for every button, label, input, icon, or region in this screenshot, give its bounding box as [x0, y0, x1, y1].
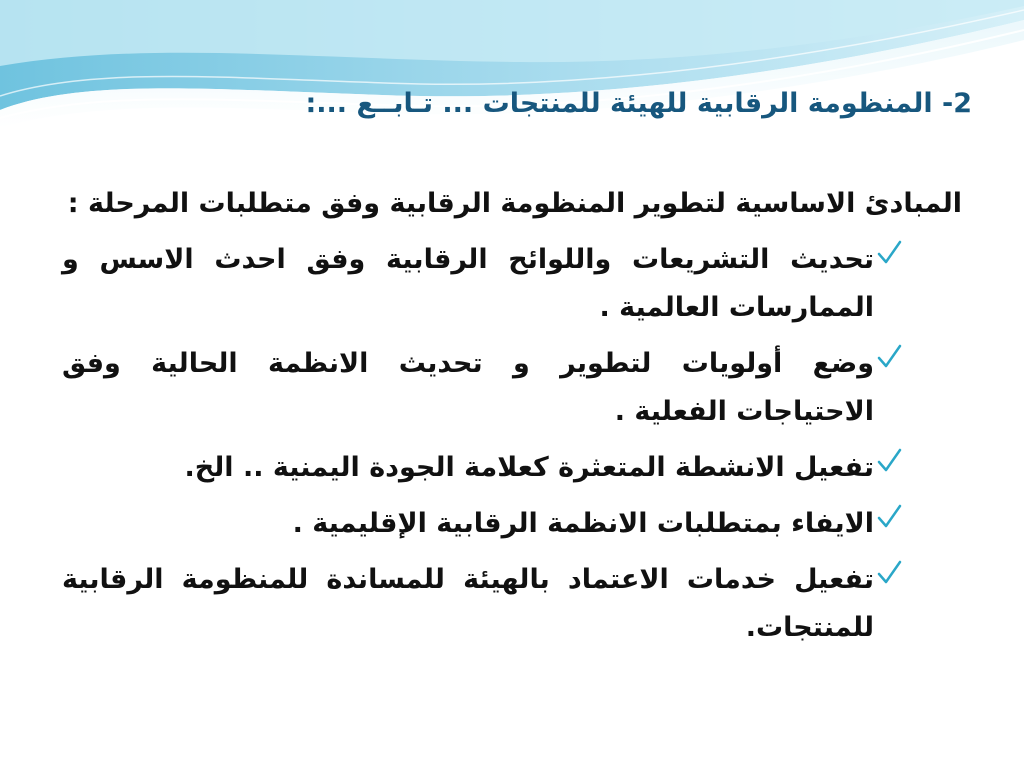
- intro-paragraph: المبادئ الاساسية لتطوير المنظومة الرقابية وفق متطلبات المرحلة :: [67, 188, 962, 219]
- list-item: [62, 500, 962, 548]
- slide-body: [62, 180, 962, 660]
- bullet-text: الايفاء بمتطلبات الانظمة الرقابية الإقليمية .: [292, 508, 874, 539]
- checkmark-icon: [876, 446, 902, 476]
- bullet-text: تفعيل الانشطة المتعثرة كعلامة الجودة اليمنية .. الخ.: [184, 452, 874, 483]
- checkmark-icon: [876, 558, 902, 588]
- list-item: [62, 340, 962, 436]
- checkmark-icon: [876, 238, 902, 268]
- slide-title: 2- المنظومة الرقابية للهيئة للمنتجات ... تـابــع ...:: [305, 88, 972, 119]
- bullet-text: تحديث التشريعات واللوائح الرقابية وفق احدث الاسس و الممارسات العالمية .: [62, 244, 874, 323]
- bullet-text: تفعيل خدمات الاعتماد بالهيئة للمساندة للمنظومة الرقابية للمنتجات.: [62, 564, 874, 643]
- list-item: [62, 236, 962, 332]
- bullet-text: وضع أولويات لتطوير و تحديث الانظمة الحالية وفق الاحتياجات الفعلية .: [62, 348, 874, 427]
- list-item: [62, 556, 962, 652]
- list-item: [62, 444, 962, 492]
- checkmark-icon: [876, 502, 902, 532]
- bullet-list: [62, 236, 962, 652]
- checkmark-icon: [876, 342, 902, 372]
